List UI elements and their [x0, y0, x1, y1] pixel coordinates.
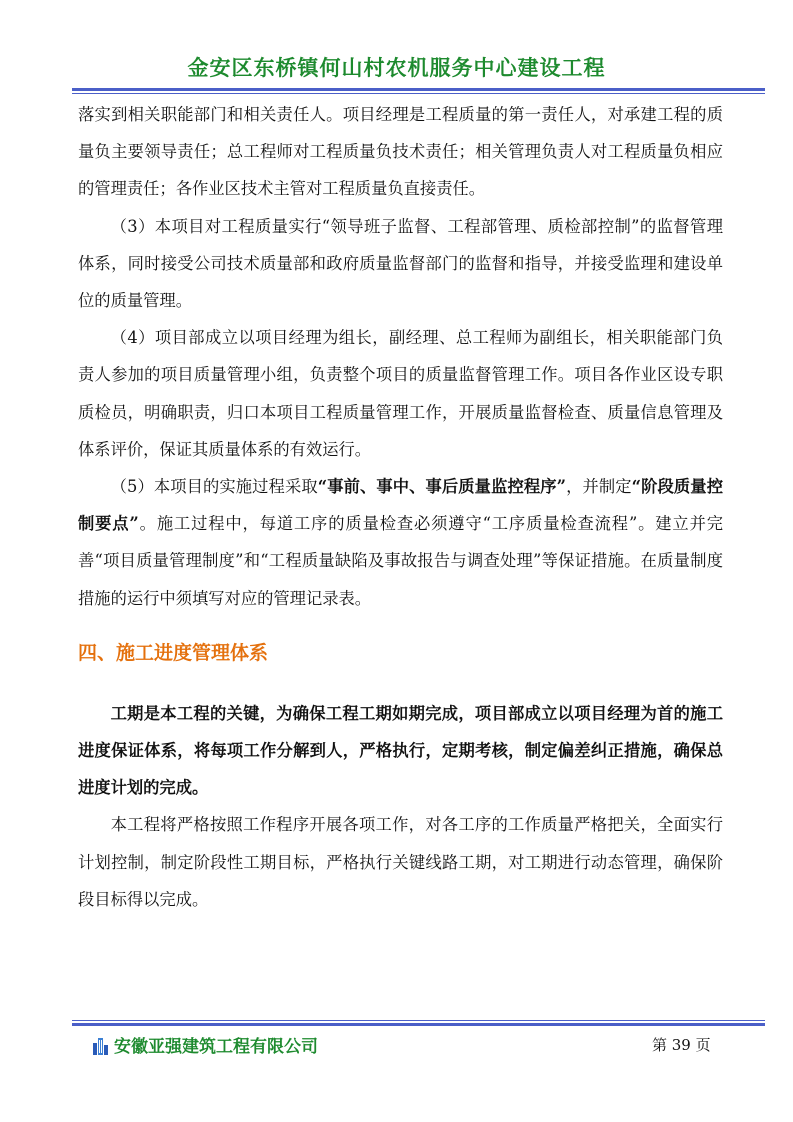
header-rule-thin	[72, 93, 765, 94]
header-rule-thick	[72, 88, 765, 91]
document-body	[78, 96, 723, 918]
paragraph-4-part-c: ，并制定	[566, 477, 632, 497]
page-header-title: 金安区东桥镇何山村农机服务中心建设工程	[187, 56, 606, 80]
paragraph-2: （3）本项目对工程质量实行“领导班子监督、工程部管理、质检部控制”的监督管理体系，同时接受公司技术质量部和政府质量监督部门的监督和指导，并接受监理和建设单位的质量管理。	[78, 216, 723, 311]
paragraph-4-emphasis-2: “阶段质量控制要点”	[78, 477, 723, 534]
paragraph-5: 工期是本工程的关键，为确保工程工期如期完成，项目部成立以项目经理为首的施工进度保证体系，将每项工作分解到人，严格执行，定期考核，制定偏差纠正措施，确保总进度计划的完成。	[78, 703, 723, 798]
paragraph-6: 本工程将严格按照工作程序开展各项工作，对各工序的工作质量严格把关，全面实行计划控制，制定阶段性工期目标，严格执行关键线路工期，对工期进行动态管理，确保阶段目标得以完成。	[78, 815, 723, 909]
page-number: 第 39 页	[652, 1036, 711, 1054]
building-logo-icon	[92, 1035, 110, 1055]
footer-company-name: 安徽亚强建筑工程有限公司	[114, 1037, 318, 1057]
footer-rule-thick	[72, 1023, 765, 1026]
paragraph-4-emphasis-1: “事前、事中、事后质量监控程序”	[317, 477, 566, 497]
paragraph-1: 落实到相关职能部门和相关责任人。项目经理是工程质量的第一责任人，对承建工程的质量负主要领导责任；总工程师对工程质量负技术责任；相关管理负责人对工程质量负相应的管理责任；各作业区技术主管对工程质量负直接责任。	[78, 105, 723, 199]
paragraph-4-part-a: （5）本项目的实施过程采取	[110, 477, 318, 497]
footer-rule-thin	[72, 1020, 765, 1021]
paragraph-4-part-e: 。施工过程中，每道工序的质量检查必须遵守“工序质量检查流程”。建立并完善“项目质量管理制度”和“工程质量缺陷及事故报告与调查处理”等保证措施。在质量制度措施的运行中须填写对应的管理记录表。	[78, 514, 723, 608]
paragraph-4	[78, 468, 723, 617]
section-heading-4: 四、施工进度管理体系	[78, 641, 269, 664]
paragraph-3: （4）项目部成立以项目经理为组长，副经理、总工程师为副组长，相关职能部门负责人参加的项目质量管理小组，负责整个项目的质量监督管理工作。项目各作业区设专职质检员，明确职责，归口本项目工程质量管理工作，开展质量监督检查、质量信息管理及体系评价，保证其质量体系的有效运行。	[78, 328, 723, 459]
footer-company	[92, 1032, 318, 1057]
